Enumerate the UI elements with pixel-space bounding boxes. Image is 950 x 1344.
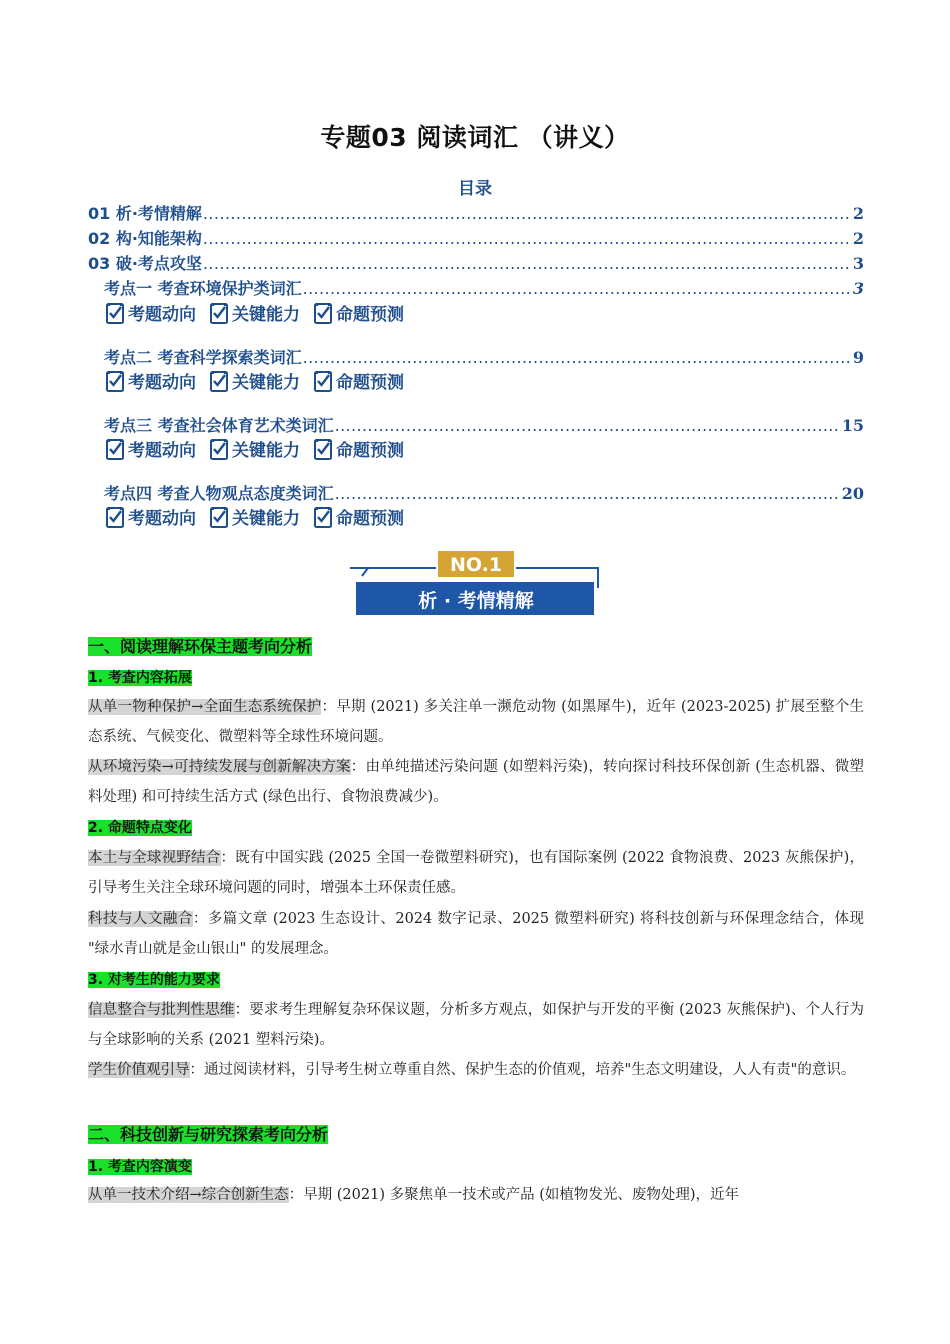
toc-kaodian-label: 考点二 考查科学探索类词汇: [104, 348, 302, 367]
paragraph-5: 信息整合与批判性思维：要求考生理解复杂环保议题，分析多方观点，如保护与开发的平衡 (2023 灰熊保护)、个人行为与全球影响的关系 (2021 塑料污染)。: [88, 1002, 865, 1048]
checklist-icon: [208, 369, 230, 393]
sub-item-mingti[interactable]: 命题预测: [312, 436, 404, 461]
paragraph-1: 从单一物种保护→全面生态系统保护：早期 (2021) 多关注单一濒危动物 (如黑犀牛)，近年 (2023-2025) 扩展至整个生态系统、气候变化、微塑料等全球性环境问题。: [88, 699, 864, 745]
toc-entry-1[interactable]: [88, 201, 864, 224]
sub-item-mingti[interactable]: 命题预测: [312, 300, 404, 325]
checklist-icon: [208, 301, 230, 325]
toc-entry-label: 03 破·考点攻坚: [88, 254, 202, 273]
toc-kaodian-label: 考点四 考查人物观点态度类词汇: [104, 484, 334, 503]
subheading-1-1: 1. 考查内容拓展: [88, 670, 192, 686]
checklist-icon: [312, 505, 334, 529]
kaodian-sub-row-1: [104, 300, 404, 325]
sub-item-mingti[interactable]: 命题预测: [312, 368, 404, 393]
sub-item-mingti[interactable]: 命题预测: [312, 504, 404, 529]
toc-leader-dots: [335, 484, 841, 503]
section-heading-1: 一、阅读理解环保主题考向分析: [88, 637, 313, 656]
toc-entry-label: 02 构·知能架构: [88, 229, 202, 248]
paragraph-3: 本土与全球视野结合：既有中国实践 (2025 全国一卷微塑料研究)，也有国际案例 (2022 食物浪费、2023 灰熊保护)，引导考生关注全球环境问题的同时，增强本土环保责任感。: [88, 850, 865, 896]
sub-item-guanjian[interactable]: 关键能力: [208, 368, 300, 393]
toc-kaodian-3[interactable]: [104, 413, 864, 436]
toc-entry-page: 2: [852, 229, 864, 248]
checklist-icon: [312, 369, 334, 393]
paragraph-4: 科技与人文融合：多篇文章 (2023 生态设计、2024 数字记录、2025 微塑料研究) 将科技创新与环保理念结合，体现 "绿水青山就是金山银山" 的发展理念。: [88, 911, 865, 957]
toc-leader-dots: [203, 229, 852, 248]
checklist-icon: [312, 437, 334, 461]
toc-kaodian-page: 9: [852, 348, 864, 367]
subheading-1-3: 3. 对考生的能力要求: [88, 972, 220, 988]
subheading-1-2: 2. 命题特点变化: [88, 820, 192, 836]
banner-badge-text: NO.1: [449, 554, 503, 576]
toc-entry-3[interactable]: [88, 251, 864, 274]
toc-kaodian-2[interactable]: [104, 345, 864, 368]
toc-entry-page: 2: [852, 204, 864, 223]
paragraph-2: 从环境污染→可持续发展与创新解决方案：由单纯描述污染问题 (如塑料污染)，转向探讨科技环保创新 (生态机器、微塑料处理) 和可持续生活方式 (绿色出行、食物浪费减少)。: [88, 759, 864, 805]
kaodian-sub-row-2: [104, 368, 404, 393]
sub-item-kaoti[interactable]: 考题动向: [104, 436, 196, 461]
document-title: 专题03 阅读词汇 （讲义）: [320, 123, 630, 152]
toc-kaodian-4[interactable]: [104, 481, 864, 504]
toc-kaodian-page: 15: [841, 416, 864, 435]
toc-entry-label: 01 析·考情精解: [88, 204, 202, 223]
checklist-icon: [208, 505, 230, 529]
paragraph-6: 学生价值观引导：通过阅读材料，引导考生树立尊重自然、保护生态的价值观，培养"生态文明建设，人人有责"的意识。: [88, 1062, 856, 1078]
section-heading-2: 二、科技创新与研究探索考向分析: [88, 1125, 329, 1144]
checklist-icon: [104, 301, 126, 325]
checklist-icon: [312, 301, 334, 325]
toc-entry-2[interactable]: [88, 226, 864, 249]
toc-kaodian-page: 3: [852, 279, 864, 298]
toc-leader-dots: [203, 254, 852, 273]
toc-kaodian-label: 考点三 考查社会体育艺术类词汇: [104, 416, 334, 435]
banner-text: 析 · 考情精解: [418, 590, 534, 612]
toc-heading: 目录: [458, 179, 492, 199]
section-banner: [350, 548, 602, 618]
toc-kaodian-page: 20: [841, 484, 864, 503]
sub-item-guanjian[interactable]: 关键能力: [208, 436, 300, 461]
kaodian-sub-row-3: [104, 436, 404, 461]
checklist-icon: [104, 369, 126, 393]
subheading-2-1: 1. 考查内容演变: [88, 1159, 192, 1175]
sub-item-guanjian[interactable]: 关键能力: [208, 300, 300, 325]
kaodian-sub-row-4: [104, 504, 404, 529]
sub-item-kaoti[interactable]: 考题动向: [104, 300, 196, 325]
toc-leader-dots: [203, 204, 852, 223]
toc-kaodian-label: 考点一 考查环境保护类词汇: [104, 279, 302, 298]
toc-entry-page: 3: [852, 254, 864, 273]
sub-item-guanjian[interactable]: 关键能力: [208, 504, 300, 529]
toc-leader-dots: [335, 416, 841, 435]
sub-item-kaoti[interactable]: 考题动向: [104, 368, 196, 393]
toc-kaodian-1[interactable]: [104, 276, 864, 299]
toc-leader-dots: [303, 279, 852, 298]
checklist-icon: [104, 505, 126, 529]
checklist-icon: [104, 437, 126, 461]
sub-item-kaoti[interactable]: 考题动向: [104, 504, 196, 529]
paragraph-7: 从单一技术介绍→综合创新生态：早期 (2021) 多聚焦单一技术或产品 (如植物发光、废物处理)，近年: [88, 1187, 740, 1203]
toc-leader-dots: [303, 348, 852, 367]
checklist-icon: [208, 437, 230, 461]
